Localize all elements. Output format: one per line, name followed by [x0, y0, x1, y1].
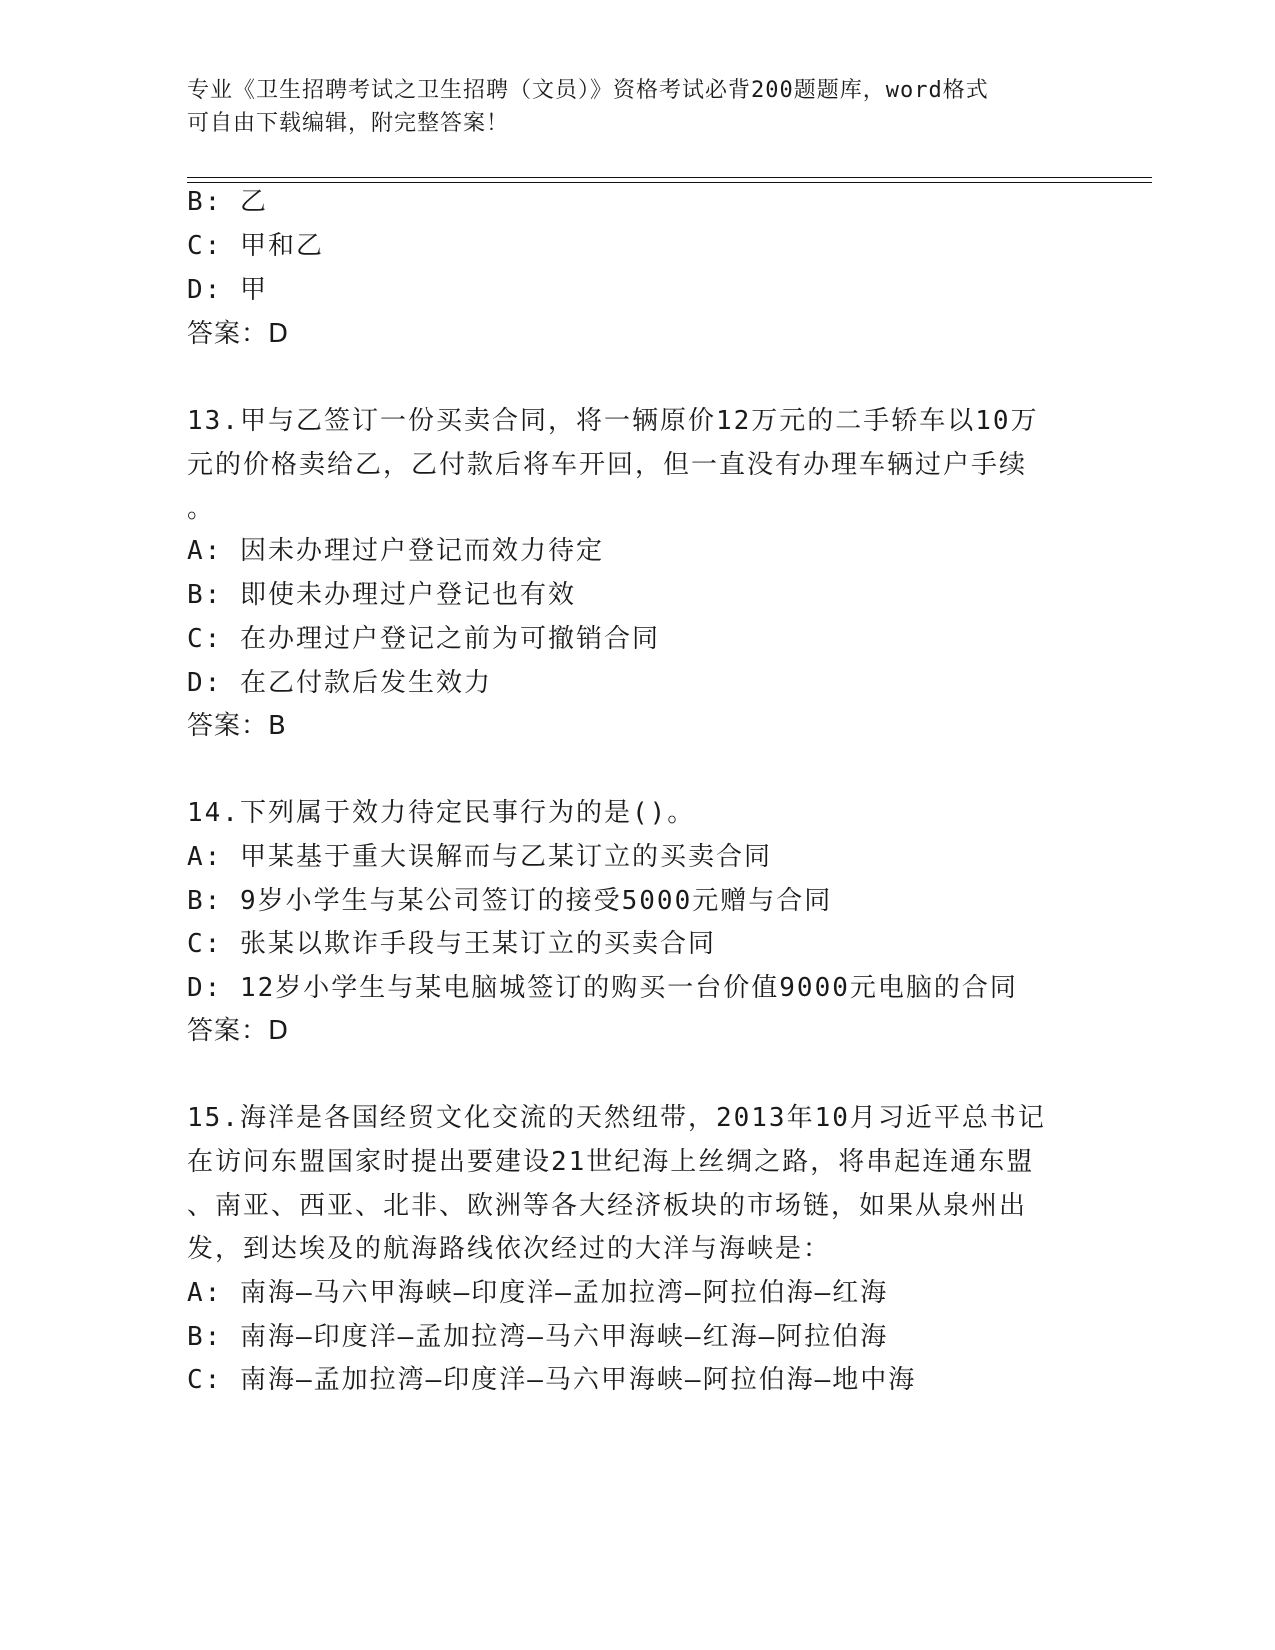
q15-stem-line-3: 、南亚、西亚、北非、欧洲等各大经济板块的市场链，如果从泉州出: [187, 1191, 1028, 1221]
q14-option-b: B: 9岁小学生与某公司签订的接受5000元赠与合同: [187, 886, 833, 916]
header-line-1: 专业《卫生招聘考试之卫生招聘（文员）》资格考试必背200题题库，word格式: [187, 78, 989, 103]
q13-option-b: B: 即使未办理过户登记也有效: [187, 580, 576, 610]
q13-answer: 答案：B: [187, 711, 287, 741]
header-line-2: 可自由下载编辑，附完整答案！: [187, 111, 510, 136]
q12-option-b: B: 乙: [187, 187, 268, 217]
q13-option-a: A: 因未办理过户登记而效力待定: [187, 536, 604, 566]
q13-option-c: C: 在办理过户登记之前为可撤销合同: [187, 624, 660, 654]
header-divider-bottom: [187, 182, 1152, 183]
q12-option-c: C: 甲和乙: [187, 231, 324, 261]
q15-stem-line-1: 15.海洋是各国经贸文化交流的天然纽带，2013年10月习近平总书记: [187, 1103, 1046, 1133]
q15-stem-line-4: 发，到达埃及的航海路线依次经过的大洋与海峡是：: [187, 1234, 832, 1264]
q14-option-a: A: 甲某基于重大误解而与乙某订立的买卖合同: [187, 842, 772, 872]
q14-option-c: C: 张某以欺诈手段与王某订立的买卖合同: [187, 929, 716, 959]
q15-option-a: A: 南海—马六甲海峡—印度洋—孟加拉湾—阿拉伯海—红海: [187, 1278, 889, 1308]
q13-option-d: D: 在乙付款后发生效力: [187, 668, 492, 698]
document-header: [187, 74, 1087, 140]
q13-stem-line-3: 。: [187, 494, 216, 524]
q15-option-b: B: 南海—印度洋—孟加拉湾—马六甲海峡—红海—阿拉伯海: [187, 1322, 889, 1352]
q15-option-c: C: 南海—孟加拉湾—印度洋—马六甲海峡—阿拉伯海—地中海: [187, 1365, 917, 1395]
q13-stem-line-2: 元的价格卖给乙，乙付款后将车开回，但一直没有办理车辆过户手续: [187, 450, 1028, 480]
header-divider-top: [187, 177, 1152, 178]
q12-option-d: D: 甲: [187, 275, 268, 305]
q14-answer: 答案：D: [187, 1016, 290, 1046]
q13-stem-line-1: 13.甲与乙签订一份买卖合同，将一辆原价12万元的二手轿车以10万: [187, 406, 1039, 436]
q15-stem-line-2: 在访问东盟国家时提出要建设21世纪海上丝绸之路，将串起连通东盟: [187, 1147, 1035, 1177]
q14-stem-line-1: 14.下列属于效力待定民事行为的是()。: [187, 798, 696, 828]
q14-option-d: D: 12岁小学生与某电脑城签订的购买一台价值9000元电脑的合同: [187, 973, 1018, 1003]
q12-answer: 答案：D: [187, 319, 290, 349]
